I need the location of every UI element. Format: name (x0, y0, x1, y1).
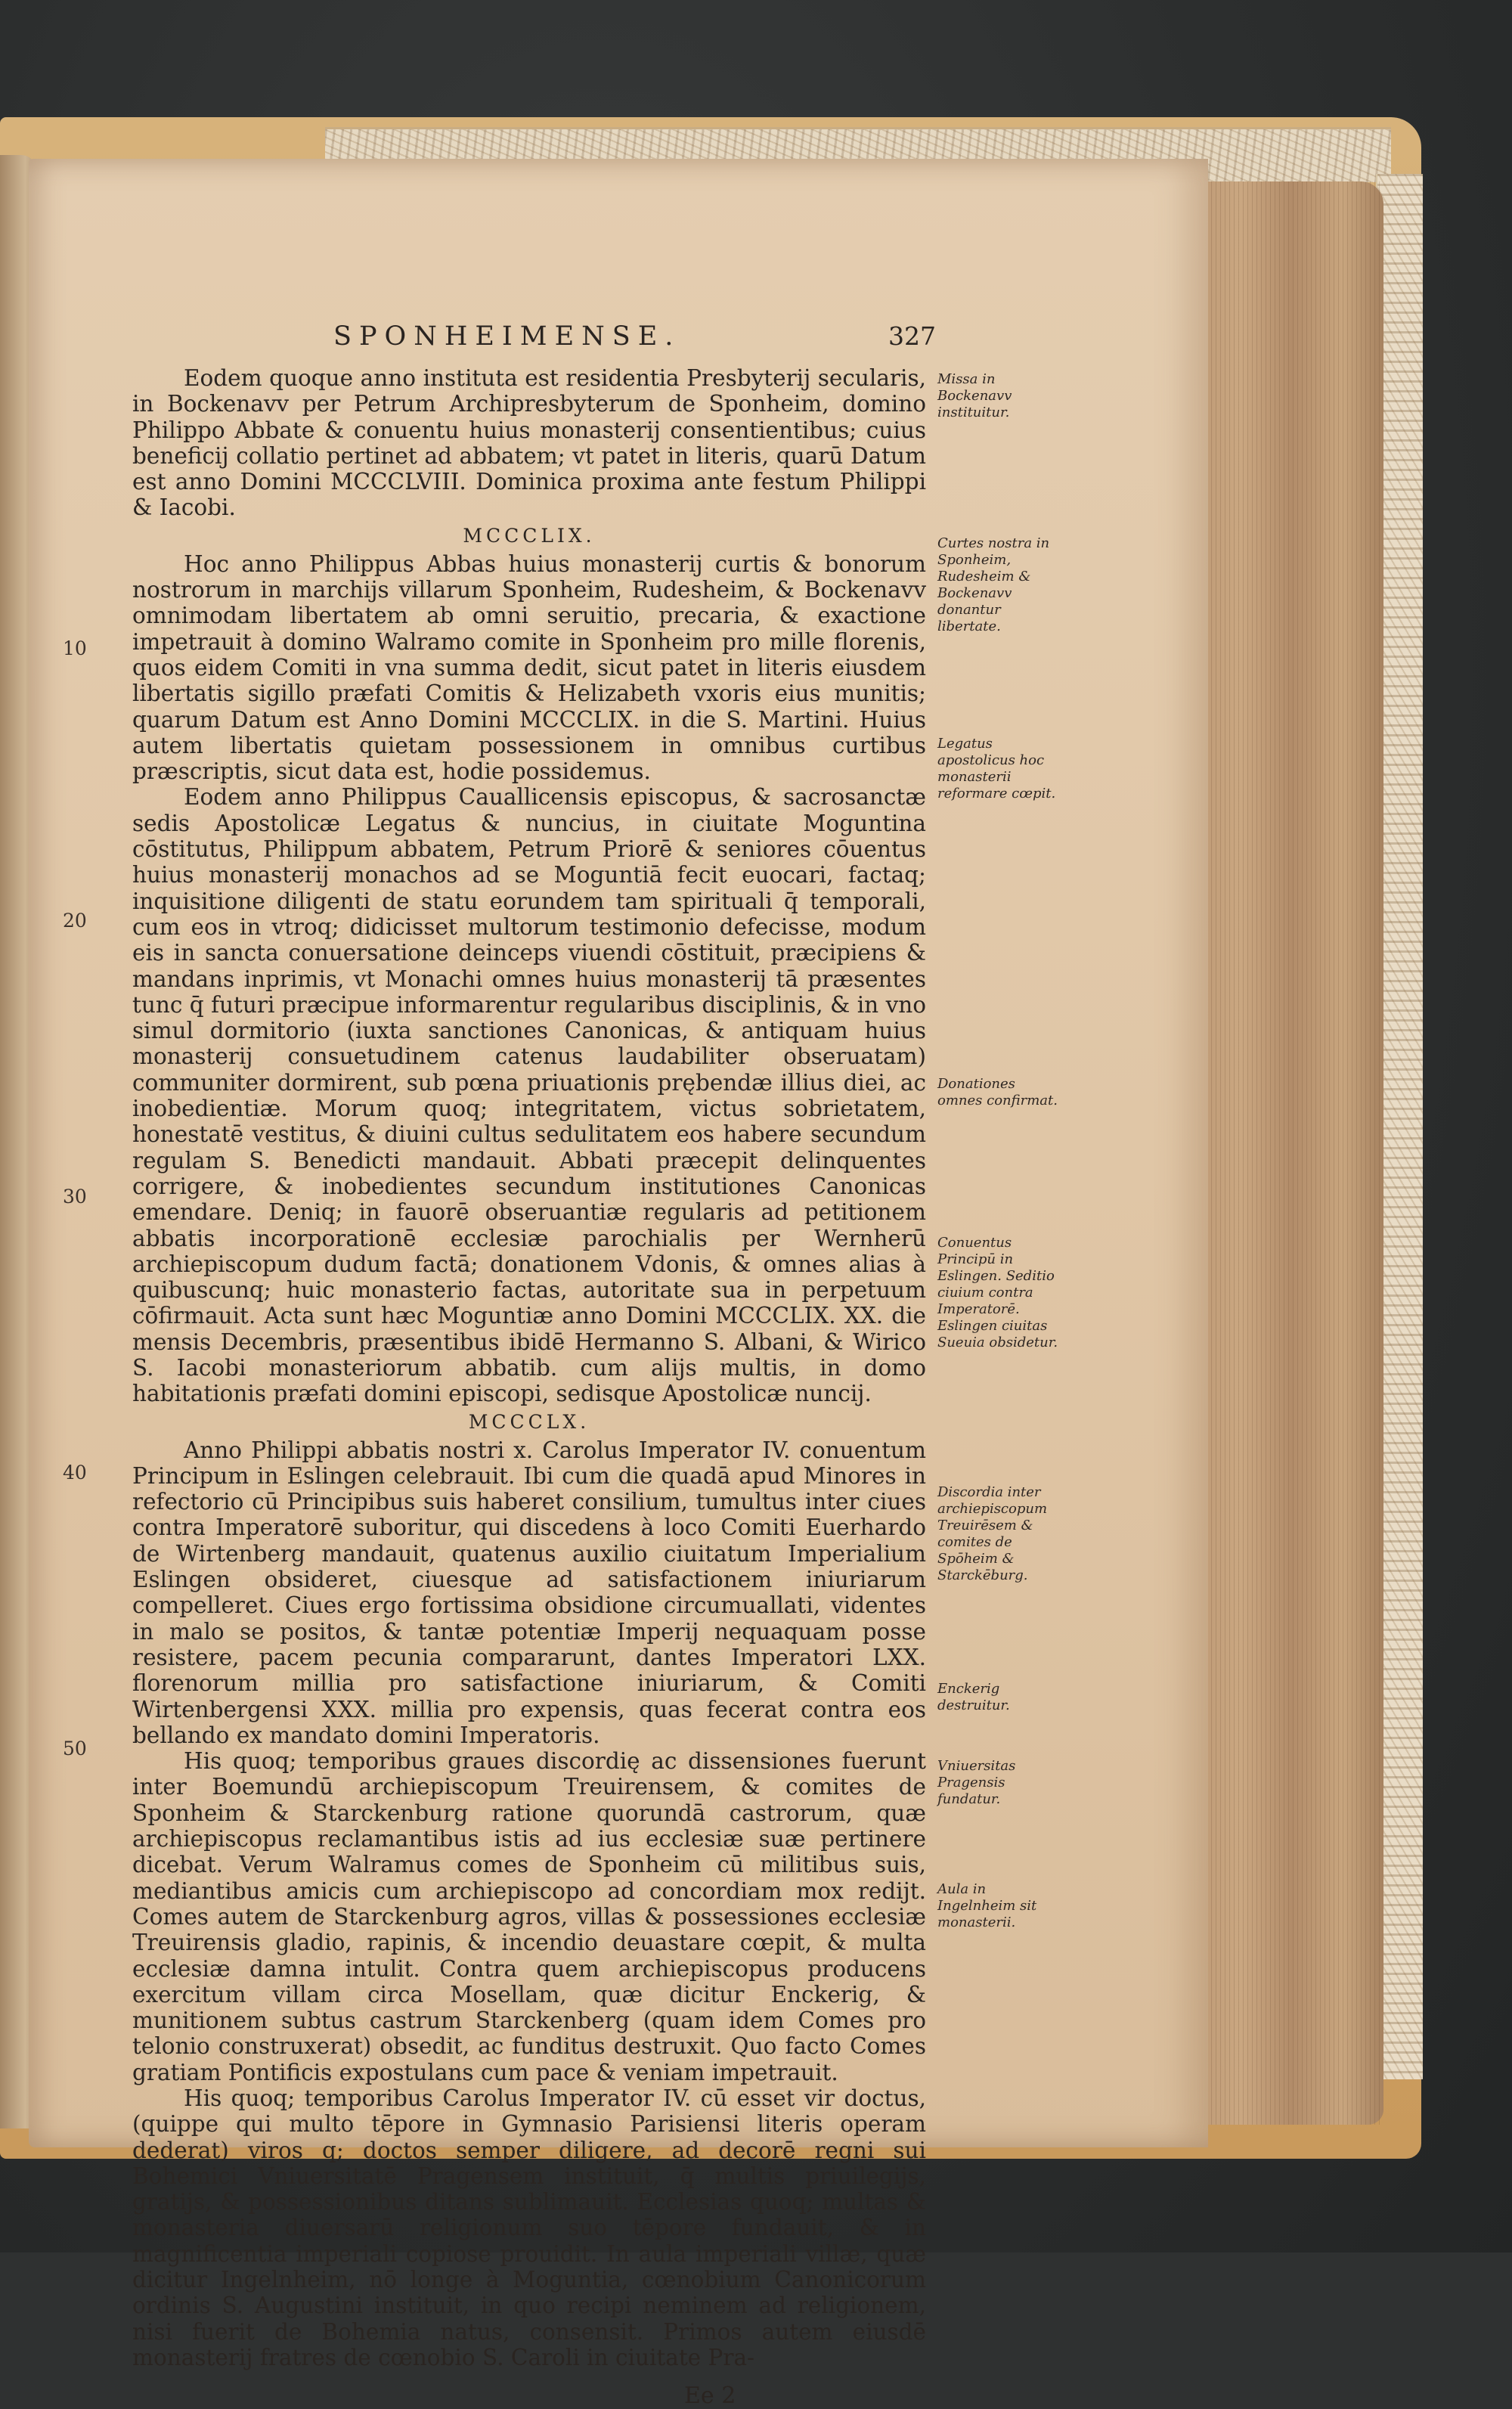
margin-note: Curtes nostra in Sponheim, Rudesheim & Bockenavv donantur libertate. (937, 535, 1050, 634)
margin-note: Vniuersitas Pragensis fundatur. (937, 1758, 1016, 1807)
margin-note: Enckerig destruitur. (937, 1681, 1010, 1713)
page-content (63, 321, 1191, 2409)
signature-mark: Ee 2 (684, 2383, 736, 2409)
running-head (132, 321, 1191, 365)
margin-note: Aula in Ingelnheim sit monasterii. (937, 1881, 1037, 1930)
line-number: 40 (63, 1462, 87, 1484)
text-block (63, 365, 1191, 2370)
page-number: 327 (888, 321, 936, 351)
running-title: SPONHEIMENSE. (333, 321, 681, 352)
year-heading: MCCCLX. (468, 1410, 590, 1433)
paragraph: His quoq; temporibus graues discordię ac dissensiones fuerunt inter Boemundū archiepiscopum Treuirensem, & comites de Sponheim & Starckenburg ratione quorundā castrorum, quæ archiepiscopus reclamantibus istis ad ius ecclesiæ suæ pertinere dicebat. Verum Walramus comes de Sponheim cū militibus suis, mediantibus amicis cum archiepiscopo ad concordiam mox redijt. Comes autem de Starckenburg agros, villas & possessiones ecclesiæ Treuirensis gladio, rapinis, & incendio deuastare cœpit, & multa ecclesiæ damna intulit. Contra quem archiepiscopus producens exercitum villam circa Mosellam, quæ dicitur Enckerig, & munitionem subtus castrum Starckenberg (quam idem Comes pro telonio construxerat) obsedit, ac funditus destruxit. Quo facto Comes gratiam Pontificis expostulans cum pace & veniam impetrauit. (132, 1748, 926, 2085)
page-stack (1179, 181, 1383, 2125)
line-number: 50 (63, 1738, 87, 1759)
margin-note: Conuentus Principū in Eslingen. Seditio ciuium contra Imperatorē. Eslingen ciuitas Sueuia obsidetur. (937, 1235, 1058, 1350)
paragraph: Eodem quoque anno instituta est residentia Presbyterij secularis, in Bockenavv per Petrum Archipresbyterum de Sponheim, domino Philippo Abbate & conuentu huius monasterij consentientibus; cuius beneficij collatio pertinet ad abbatem; vt patet in literis, quarū Datum est anno Domini MCCCLVIII. Dominica proxima ante festum Philippi & Iacobi. (132, 365, 926, 521)
paragraph: Anno Philippi abbatis nostri x. Carolus Imperator IV. conuentum Principum in Eslingen celebrauit. Ibi cum die quadā apud Minores in refectorio cū Principibus suis haberet consilium, tumultus inter ciues contra Imperatorē suboritur, qui discedens à loco Comiti Euerhardo de Wirtenberg mandauit, quatenus auxilio ciuitatum Imperialium Eslingen obsideret, ciuesque ad satisfactionem iniuriarum compelleret. Ciues ergo fortissima obsidione circumuallati, videntes in malo se positos, & tantæ potentiæ Imperij nequaquam posse resistere, pacem pecunia compararunt, dantes Imperatori LXX. florenorum millia pro satisfactione iniuriarum, & Comiti Wirtenbergensi XXX. millia pro expensis, quas fecerat contra eos bellando ex mandato domini Imperatoris. (132, 1437, 926, 1748)
line-number: 10 (63, 637, 87, 659)
line-number: 30 (63, 1186, 87, 1208)
margin-note: Legatus apostolicus hoc monasterii reformare cœpit. (937, 736, 1056, 801)
margin-note: Discordia inter archiepiscopum Treuirēsem & comites de Spōheim & Starckēburg. (937, 1484, 1048, 1583)
paragraph: His quoq; temporibus Carolus Imperator IV. cū esset vir doctus, (quippe qui multo tēpore in Gymnasio Parisiensi literis operam dederat) viros q; doctos semper diligere, ad decorē regni sui Bohemici Vniuersitatē Pragensem instituit, q̄ multis priuilegijs, gratijs, & possessionibus ditans sublimauit. Ecclesias quoq; multas & monasteria diuersarū religionum suo tēpore fundauit, & in magnificentia imperiali copiose prouidit. In aula imperiali villæ, quæ dicitur Ingelnheim, nō longe à Moguntia, cœnobium Canonicorum ordinis S. Augustini instituit, in quo recipi neminem ad religionem, nisi fuerit de Bohemia natus, consensit. Primos autem eiusdē monasterij fratres de cœnobio S. Caroli in ciuitate Pra- (132, 2085, 926, 2370)
margin-note: Missa in Bockenavv instituitur. (937, 371, 1012, 420)
paragraph: Eodem anno Philippus Cauallicensis episcopus, & sacrosanctæ sedis Apostolicæ Legatus & nuncius, in ciuitate Moguntina cōstitutus, Philippum abbatem, Petrum Priorē & seniores cōuentus huius monasterij monachos ad se Moguntiā fecit euocari, factaq; inquisitione diligenti de statu eorundem tam spirituali q̄ temporali, cum eos in vtroq; didicisset multorum testimonio defecisse, modum eis in sancta conuersatione deinceps viuendi cōstituit, præcipiens & mandans inprimis, vt Monachi omnes huius monasterij tā præsentes tunc q̄ futuri præcipue informarentur regularibus disciplinis, & in vno simul dormitorio (iuxta sanctiones Canonicas, & antiquam huius monasterij consuetudinem catenus laudabiliter obseruatam) communiter dormirent, sub pœna priuationis prębendæ illius diei, ac inobedientiæ. Morum quoq; integritatem, victus sobrietatem, honestatē vestitus, & diuini cultus sedulitatem eos habere secundum regulam S. Benedicti mandauit. Abbati præcepit delinquentes corrigere, & inobedientes secundum institutiones Canonicas emendare. Deniq; in fauorē obseruantiæ regularis ad petitionem abbatis incorporationē ecclesiæ parochialis per Wernherū archiepiscopum dudum factā; donationem Vdonis, & omnes alias à quibuscunq; huic monasterio factas, autoritate sua in perpetuum cōfirmauit. Acta sunt hæc Moguntiæ anno Domini MCCCLIX. XX. die mensis Decembris, præsentibus ibidē Hermanno S. Albani, & Wirico S. Iacobi monasteriorum abbatib. cum alijs multis, in domo habitationis præfati domini episcopi, sedisque Apostolicæ nuncij. (132, 784, 926, 1407)
year-heading: MCCCLIX. (463, 524, 596, 547)
paragraph: Hoc anno Philippus Abbas huius monasterij curtis & bonorum nostrorum in marchijs villarum Sponheim, Rudesheim, & Bockenavv omnimodam libertatem ab omni seruitio, precaria, & exactione impetrauit à domino Walramo comite in Sponheim pro mille florenis, quos eidem Comiti in vna summa dedit, sicut patet in literis eiusdem libertatis sigillo præfati Comitis & Helizabeth vxoris eius munitis; quarum Datum est Anno Domini MCCCLIX. in die S. Martini. Huius autem libertatis quietam possessionem in omnibus curtibus præscriptis, sicut data est, hodie possidemus. (132, 550, 926, 785)
line-number: 20 (63, 910, 87, 932)
margin-note: Donationes omnes confirmat. (937, 1076, 1058, 1108)
